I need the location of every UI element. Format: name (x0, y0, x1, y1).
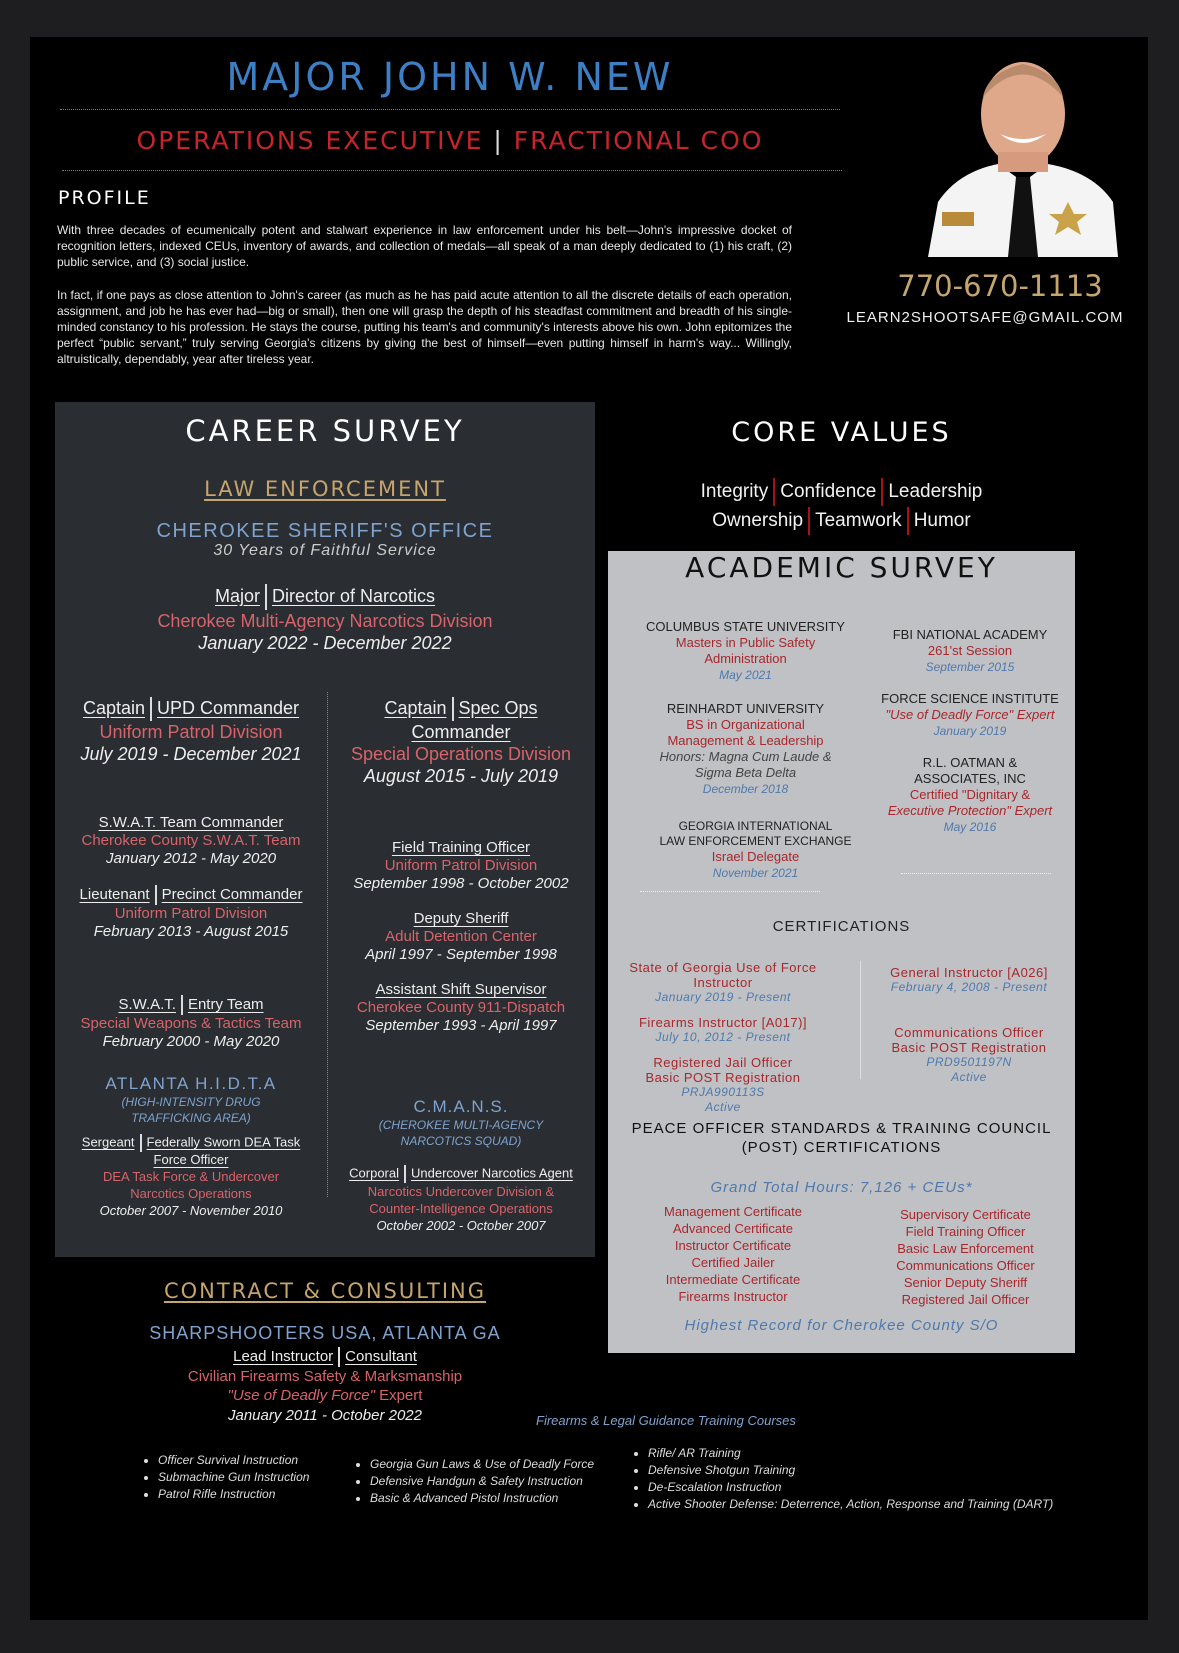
law-enforcement-heading: LAW ENFORCEMENT (204, 477, 446, 501)
job-lieutenant (55, 885, 327, 941)
job-role: Spec Ops (458, 698, 538, 718)
title-separator: | (493, 126, 504, 155)
post-cert: Intermediate Certificate (665, 1272, 801, 1287)
job-role: Director of Narcotics (271, 585, 436, 606)
job-division: Narcotics Undercover Division & (367, 1184, 555, 1199)
degree: Certified "Dignitary & (909, 787, 1031, 802)
contract-line-2 (55, 1387, 595, 1404)
job-rank: Corporal (349, 1165, 399, 1181)
cert-title: Communications Officer (894, 1025, 1044, 1040)
cert-title: Firearms Instructor [A017)] (638, 1015, 808, 1030)
job-rank: Captain (82, 698, 145, 718)
job-dates: September 1993 - April 1997 (365, 1017, 557, 1034)
cert-title: General Instructor [A026] (890, 965, 1048, 980)
school-name: FBI NATIONAL ACADEMY (892, 627, 1048, 642)
org-name: CHEROKEE SHERIFF'S OFFICE (156, 520, 494, 542)
education-gilee (618, 819, 893, 881)
degree: Administration (704, 651, 787, 666)
job-role: S.W.A.T. Team Commander (98, 814, 284, 831)
job-division: DEA Task Force & Undercover (102, 1169, 280, 1184)
job-dates: February 2013 - August 2015 (93, 923, 289, 940)
title-left: OPERATIONS EXECUTIVE (136, 126, 484, 155)
phone-number[interactable]: 770-670-1113 (897, 269, 1103, 303)
post-cert: Senior Deputy Sheriff (903, 1275, 1028, 1290)
cmans-subtitle: NARCOTICS SQUAD) (400, 1134, 522, 1148)
highest-record-note: Highest Record for Cherokee County S/O (684, 1317, 999, 1334)
core-values-row-1 (608, 477, 1075, 506)
job-captain-upd (55, 697, 327, 765)
certifications-heading: CERTIFICATIONS (772, 918, 911, 935)
contract-rank: Lead Instructor (233, 1347, 334, 1365)
course-item: • Defensive Shotgun Training (648, 1462, 1053, 1479)
cert-general-instructor (863, 965, 1075, 995)
cert-title: Basic POST Registration (645, 1070, 801, 1085)
value-teamwork: Teamwork (815, 510, 902, 531)
title-line (60, 126, 840, 155)
hidta-section (55, 1074, 327, 1219)
degree: Masters in Public Safety (675, 635, 816, 650)
post-cert: Firearms Instructor (678, 1289, 788, 1304)
honors: Sigma Beta Delta (694, 765, 797, 780)
course-item: • Defensive Handgun & Safety Instruction (370, 1473, 594, 1490)
school-name: R.L. OATMAN & (922, 755, 1018, 770)
course-item: • Basic & Advanced Pistol Instruction (370, 1490, 594, 1507)
job-major (55, 584, 595, 654)
job-role: Entry Team (187, 995, 264, 1013)
job-dates: October 2007 - November 2010 (99, 1203, 283, 1218)
education-reinhardt (618, 701, 873, 797)
job-dates: August 2015 - July 2019 (363, 766, 559, 787)
email-address[interactable]: LEARN2SHOOTSAFE@GMAIL.COM (846, 309, 1124, 326)
job-division: Uniform Patrol Division (384, 857, 538, 874)
courses-heading: Firearms & Legal Guidance Training Courses (536, 1413, 796, 1428)
separator (155, 885, 157, 905)
job-division: Cherokee County 911-Dispatch (356, 999, 566, 1016)
job-division: Adult Detention Center (385, 928, 537, 945)
contract-org: SHARPSHOOTERS USA, ATLANTA GA (149, 1323, 501, 1343)
post-heading (608, 1119, 1075, 1157)
hidta-subtitle: (HIGH-INTENSITY DRUG (121, 1095, 261, 1109)
contract-dates: January 2011 - October 2022 (227, 1407, 422, 1424)
courses-column-2 (352, 1456, 594, 1507)
contract-role (55, 1347, 595, 1367)
academic-heading: ACADEMIC SURVEY (685, 551, 998, 584)
course-item: • De-Escalation Instruction (648, 1479, 1053, 1496)
job-dates: September 1998 - October 2002 (353, 875, 569, 892)
education-fbi (870, 627, 1070, 675)
school-name: GEORGIA INTERNATIONAL (678, 819, 833, 833)
job-dates: October 2002 - October 2007 (376, 1218, 546, 1233)
resume-page (30, 37, 1148, 1620)
courses-column-3 (630, 1445, 1053, 1513)
honors: Honors: Magna Cum Laude & (659, 749, 832, 764)
post-certs-left (618, 1203, 848, 1305)
degree: Executive Protection" Expert (887, 803, 1053, 818)
job-rank: Major (214, 585, 260, 606)
separator (808, 507, 810, 535)
separator (773, 478, 775, 506)
course-item: • Patrol Rifle Instruction (158, 1486, 309, 1503)
cmans-name: C.M.A.N.S. (413, 1097, 509, 1116)
separator (452, 697, 454, 721)
grand-total-hours: Grand Total Hours: 7,126 + CEUs* (710, 1179, 973, 1196)
degree: Management & Leadership (667, 733, 824, 748)
job-role: Field Training Officer (391, 839, 531, 856)
job-role: Assistant Shift Supervisor (375, 981, 547, 998)
degree: 261'st Session (927, 643, 1013, 658)
post-cert: Supervisory Certificate (900, 1207, 1031, 1222)
post-cert: Communications Officer (896, 1258, 1035, 1273)
courses-column-1 (140, 1452, 309, 1503)
job-captain-specops (327, 697, 595, 787)
cert-title: Basic POST Registration (891, 1040, 1047, 1055)
separator (140, 1134, 142, 1152)
degree: Israel Delegate (711, 849, 800, 864)
post-cert: Certified Jailer (691, 1255, 775, 1270)
education-columbus (618, 619, 873, 683)
cert-column-divider (860, 961, 861, 1079)
cert-title: Registered Jail Officer (653, 1055, 793, 1070)
divider (62, 170, 842, 171)
name-heading: MAJOR JOHN W. NEW (226, 55, 674, 99)
separator (907, 507, 909, 535)
cert-date: January 2019 - Present (655, 990, 791, 1004)
job-dates: July 2019 - December 2021 (80, 744, 302, 765)
cert-communications-officer (863, 1025, 1075, 1085)
job-role: Precinct Commander (161, 885, 303, 903)
job-role: Deputy Sheriff (413, 910, 509, 927)
post-cert: Management Certificate (663, 1204, 802, 1219)
portrait-icon (928, 52, 1118, 257)
cert-status: Active (705, 1100, 741, 1114)
course-item: • Rifle/ AR Training (648, 1445, 1053, 1462)
hidta-name: ATLANTA H.I.D.T.A (105, 1074, 277, 1093)
education-oatman (870, 755, 1070, 835)
profile-heading: PROFILE (58, 187, 151, 209)
career-heading: CAREER SURVEY (185, 414, 465, 448)
date: May 2021 (719, 668, 772, 682)
portrait-photo (928, 52, 1118, 257)
academic-survey-panel (608, 551, 1075, 1353)
post-heading-line-1: PEACE OFFICER STANDARDS & TRAINING COUNCIL (631, 1120, 1052, 1137)
job-swat-entry (55, 995, 327, 1051)
post-certs-right (858, 1206, 1073, 1308)
job-division: Uniform Patrol Division (99, 722, 283, 743)
job-division: Special Weapons & Tactics Team (80, 1015, 302, 1032)
career-survey-panel (55, 402, 595, 1257)
core-values-heading: CORE VALUES (731, 417, 952, 448)
date: December 2018 (702, 782, 789, 796)
education-force-science (870, 691, 1070, 739)
job-rank: S.W.A.T. (118, 995, 176, 1013)
date: January 2019 (933, 724, 1007, 738)
cert-firearms-instructor (608, 1015, 838, 1045)
job-division: Uniform Patrol Division (114, 905, 268, 922)
job-rank: Captain (384, 698, 447, 718)
job-dates: January 2022 - December 2022 (198, 633, 452, 653)
job-division: Narcotics Operations (130, 1186, 252, 1201)
contract-position: Consultant (345, 1347, 417, 1365)
job-division: Cherokee County S.W.A.T. Team (81, 832, 301, 849)
job-division: Special Operations Division (350, 744, 572, 765)
post-cert: Field Training Officer (905, 1224, 1026, 1239)
separator (338, 1347, 340, 1367)
job-division: Cherokee Multi-Agency Narcotics Division (157, 611, 493, 631)
value-humor: Humor (913, 510, 971, 531)
job-role: Force Officer (153, 1152, 229, 1167)
value-leadership: Leadership (888, 481, 983, 502)
school-name: FORCE SCIENCE INSTITUTE (881, 691, 1059, 706)
post-cert: Basic Law Enforcement (897, 1241, 1034, 1256)
cert-status: Active (951, 1070, 987, 1084)
separator (181, 995, 183, 1015)
job-division: Counter-Intelligence Operations (369, 1201, 553, 1216)
job-role: UPD Commander (157, 698, 300, 718)
post-cert: Instructor Certificate (674, 1238, 792, 1253)
contract-line-1: Civilian Firearms Safety & Marksmanship (187, 1368, 463, 1385)
deadly-force-quote: "Use of Deadly Force" (227, 1387, 375, 1404)
cert-code: PRJA990113S (681, 1085, 765, 1099)
job-role: Commander (411, 722, 511, 743)
post-heading-line-2: (POST) CERTIFICATIONS (741, 1139, 942, 1156)
course-item: • Submachine Gun Instruction (158, 1469, 309, 1486)
post-cert: Registered Jail Officer (901, 1292, 1030, 1307)
course-item: • Active Shooter Defense: Deterrence, Action, Response and Training (DART) (648, 1496, 1053, 1513)
separator (404, 1165, 406, 1183)
cmans-section (327, 1097, 595, 1234)
cert-title: Instructor (693, 975, 753, 990)
profile-paragraph-2: In fact, if one pays as close attention to John's career (as much as he has paid acute attention to all the discrete details of each operation, assignment, and job he has ever had—big or small), then one will grasp the depth of his steadfast commitment and breadth of his single-minded constancy to his profession. He stays the course, putting his team's and community's interests above his own. John epitomizes the perfect “public servant,” truly serving Georgia's citizens by giving the best of himself—even putting himself in harm's way... Willingly, altruistically, dependably, year after tireless year. (57, 288, 792, 366)
job-deputy-sheriff (327, 910, 595, 964)
degree: BS in Organizational (686, 717, 805, 732)
job-swat-commander (55, 814, 327, 868)
cert-title: State of Georgia Use of Force (629, 960, 817, 975)
divider (640, 891, 820, 892)
job-role: Undercover Narcotics Agent (411, 1165, 573, 1181)
title-right: FRACTIONAL COO (513, 126, 764, 155)
separator (150, 697, 152, 721)
value-ownership: Ownership (712, 510, 804, 531)
job-rank: Sergeant (81, 1134, 135, 1150)
school-name: REINHARDT UNIVERSITY (666, 701, 825, 716)
degree: "Use of Deadly Force" Expert (885, 707, 1055, 722)
cert-date: February 4, 2008 - Present (890, 980, 1048, 994)
job-dates: April 1997 - September 1998 (365, 946, 557, 963)
divider (901, 873, 1051, 874)
school-name: COLUMBUS STATE UNIVERSITY (646, 619, 845, 634)
core-values-list (608, 477, 1075, 535)
profile-paragraph-1: With three decades of ecumenically potent and stalwart experience in law enforcement under his belt—John's impressive docket of recognition letters, indexed CEUs, inventory of awards, and collection of medals—all speak of a man deeply dedicated to (1) his craft, (2) public service, and (3) social justice. (57, 223, 792, 269)
separator (265, 584, 267, 610)
separator (881, 478, 883, 506)
value-integrity: Integrity (700, 481, 769, 502)
divider (60, 109, 840, 110)
job-shift-supervisor (327, 981, 595, 1035)
date: September 2015 (925, 660, 1015, 674)
org-subtitle: 30 Years of Faithful Service (213, 542, 437, 559)
date: November 2021 (712, 866, 799, 880)
contract-heading: CONTRACT & CONSULTING (163, 1279, 487, 1303)
school-name: ASSOCIATES, INC (914, 771, 1026, 786)
core-values-row-2 (608, 506, 1075, 535)
hidta-subtitle: TRAFFICKING AREA) (131, 1111, 251, 1125)
course-item: • Georgia Gun Laws & Use of Deadly Force (370, 1456, 594, 1473)
course-item: • Officer Survival Instruction (158, 1452, 309, 1469)
job-field-training (327, 839, 595, 893)
expert-label: Expert (374, 1387, 423, 1404)
cert-jail-officer (608, 1055, 838, 1115)
job-role: Federally Sworn DEA Task (146, 1134, 301, 1150)
cert-date: July 10, 2012 - Present (655, 1030, 791, 1044)
job-dates: February 2000 - May 2020 (102, 1033, 280, 1050)
cert-use-of-force (608, 960, 838, 1005)
school-name: LAW ENFORCEMENT EXCHANGE (659, 834, 852, 848)
cmans-subtitle: (CHEROKEE MULTI-AGENCY (378, 1118, 544, 1132)
post-cert: Advanced Certificate (673, 1221, 793, 1236)
value-confidence: Confidence (780, 481, 877, 502)
job-rank: Lieutenant (79, 885, 150, 903)
date: May 2016 (943, 820, 997, 834)
cert-code: PRD9501197N (926, 1055, 1012, 1069)
job-dates: January 2012 - May 2020 (105, 850, 277, 867)
